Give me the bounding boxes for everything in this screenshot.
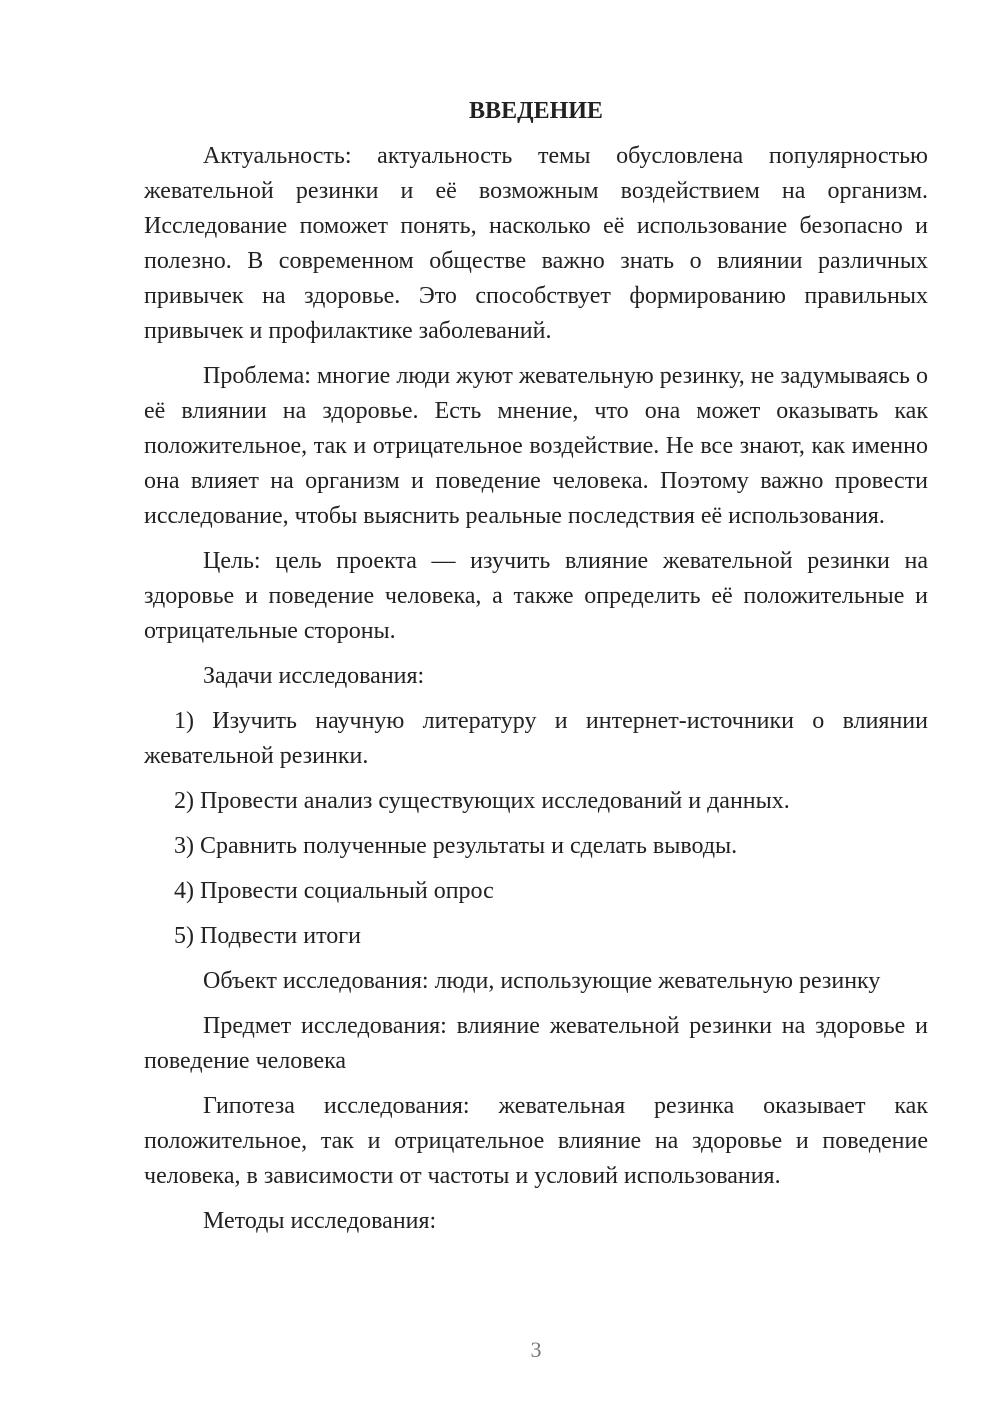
paragraph-relevance: Актуальность: актуальность темы обусловлена популярностью жевательной резинки и её возможным воздействием на организм. Исследование поможет понять, насколько её использование безопасно и полезно. В современном обществе важно знать о влиянии различных привычек на здоровье. Это способствует формированию правильных привычек и профилактике заболеваний. — [144, 143, 928, 344]
section-heading: ВВЕДЕНИЕ — [469, 98, 603, 124]
page-number: 3 — [530, 1337, 542, 1362]
task-item-2: 2) Провести анализ существующих исследований и данных. — [174, 788, 790, 814]
paragraph-subject: Предмет исследования: влияние жевательной резинки на здоровье и поведение человека — [144, 1013, 928, 1074]
paragraph-object: Объект исследования: люди, использующие жевательную резинку — [203, 968, 881, 994]
task-item-5: 5) Подвести итоги — [174, 923, 361, 949]
paragraph-hypothesis: Гипотеза исследования: жевательная резинка оказывает как положительное, так и отрицательное влияние на здоровье и поведение человека, в зависимости от частоты и условий использования. — [144, 1093, 928, 1189]
paragraph-goal: Цель: цель проекта — изучить влияние жевательной резинки на здоровье и поведение человека, а также определить её положительные и отрицательные стороны. — [144, 548, 928, 644]
paragraph-problem: Проблема: многие люди жуют жевательную резинку, не задумываясь о её влиянии на здоровье. Есть мнение, что она может оказывать как положительное, так и отрицательное воздействие. Не все знают, как именно она влияет на организм и поведение человека. Поэтому важно провести исследование, чтобы выяснить реальные последствия её использования. — [144, 363, 928, 529]
task-item-4: 4) Провести социальный опрос — [174, 878, 494, 904]
page-content — [144, 94, 928, 1249]
task-item-1: 1) Изучить научную литературу и интернет-источники о влиянии жевательной резинки. — [144, 708, 928, 769]
task-item-3: 3) Сравнить полученные результаты и сделать выводы. — [174, 833, 738, 859]
paragraph-methods-title: Методы исследования: — [203, 1208, 437, 1234]
paragraph-tasks-title: Задачи исследования: — [203, 663, 425, 689]
